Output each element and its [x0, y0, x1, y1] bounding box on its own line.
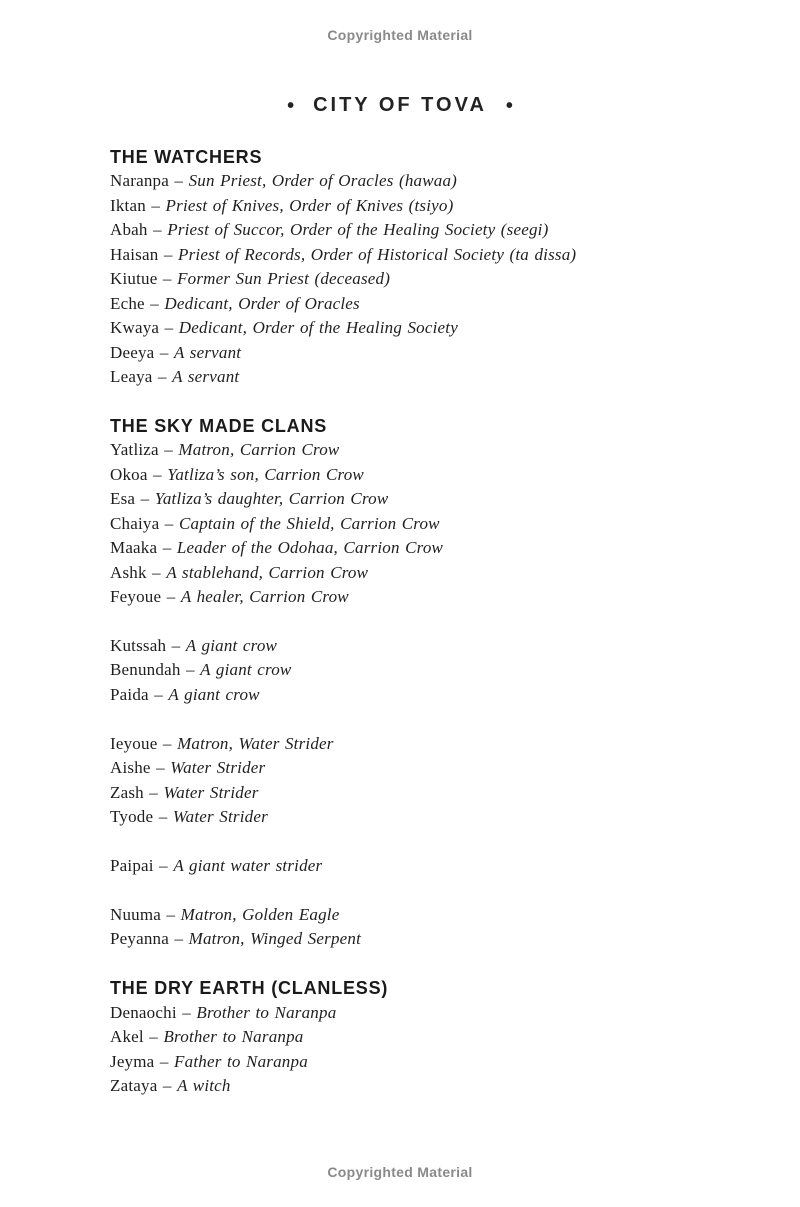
character-description: Water Strider: [170, 758, 266, 778]
entry-separator: –: [161, 904, 181, 924]
character-name: Zataya: [110, 1076, 158, 1096]
character-description: Matron, Golden Eagle: [180, 904, 340, 924]
entry-separator: –: [152, 367, 173, 387]
section-heading: THE SKY MADE CLANS: [110, 415, 328, 436]
character-name: Zash: [110, 782, 144, 802]
section-heading: THE DRY EARTH (CLANLESS): [110, 978, 389, 999]
character-entry: [110, 1050, 710, 1074]
character-entry: [110, 781, 710, 805]
copyright-notice-bottom: Copyrighted Material: [327, 1164, 473, 1180]
entry-separator: –: [145, 195, 166, 215]
entry-separator: –: [150, 758, 171, 778]
character-description: A witch: [177, 1076, 231, 1096]
entry-separator: –: [143, 1027, 164, 1047]
character-description: A giant crow: [168, 684, 260, 704]
character-name: Abah: [110, 220, 148, 240]
section-heading: THE WATCHERS: [110, 147, 263, 167]
character-name: Peyanna: [110, 929, 169, 949]
character-name: Ashk: [110, 562, 147, 582]
copyright-notice-top: Copyrighted Material: [327, 27, 473, 43]
section: [110, 145, 710, 390]
character-description: Former Sun Priest (deceased): [177, 269, 391, 289]
entry-separator: –: [157, 733, 178, 753]
title-bullet-right-icon: •: [505, 94, 513, 117]
character-name: Leaya: [110, 367, 153, 387]
character-description: A servant: [174, 342, 242, 362]
character-description: Brother to Naranpa: [196, 1002, 337, 1022]
page-title: CITY OF TOVA: [313, 94, 487, 116]
character-description: Captain of the Shield, Carrion Crow: [178, 513, 440, 533]
character-name: Kwaya: [110, 318, 160, 338]
entry-separator: –: [158, 244, 179, 264]
character-description: Brother to Naranpa: [163, 1027, 304, 1047]
entry-separator: –: [135, 489, 155, 509]
character-entry: [110, 683, 710, 707]
character-description: Leader of the Odohaa, Carrion Crow: [176, 538, 444, 558]
character-entry: [110, 218, 710, 242]
entry-separator: –: [166, 636, 186, 656]
character-entry: [110, 732, 710, 756]
character-entry: [110, 1074, 710, 1098]
entry-separator: –: [159, 318, 179, 338]
character-entry: [110, 316, 710, 340]
character-entry: [110, 438, 710, 462]
character-description: Matron, Winged Serpent: [188, 929, 362, 949]
character-entry: [110, 756, 710, 780]
character-group: [110, 903, 710, 952]
character-entry: [110, 341, 710, 365]
character-description: Water Strider: [163, 782, 259, 802]
character-name: Akel: [110, 1027, 144, 1047]
character-name: Esa: [110, 489, 136, 509]
character-entry: [110, 805, 710, 829]
entry-separator: –: [148, 684, 169, 704]
character-description: A giant crow: [200, 660, 292, 680]
character-group: [110, 634, 710, 707]
character-name: Feyoue: [110, 587, 162, 607]
character-description: A servant: [172, 367, 240, 387]
character-entry: [110, 292, 710, 316]
character-description: Priest of Succor, Order of the Healing Society (seegi): [167, 220, 549, 240]
character-entry: [110, 463, 710, 487]
character-entry: [110, 487, 710, 511]
title-bullet-left-icon: •: [287, 94, 295, 117]
character-description: Yatliza’s son, Carrion Crow: [167, 464, 364, 484]
character-description: Dedicant, Order of Oracles: [164, 293, 360, 313]
character-name: Iktan: [110, 195, 146, 215]
character-description: Matron, Carrion Crow: [178, 440, 340, 460]
character-entry: [110, 169, 710, 193]
entry-separator: –: [146, 562, 167, 582]
page-title-row: [0, 94, 800, 117]
character-description: A giant crow: [185, 636, 278, 656]
character-entry: [110, 1025, 710, 1049]
entry-separator: –: [147, 464, 168, 484]
character-name: Okoa: [110, 464, 148, 484]
character-entry: [110, 903, 710, 927]
entry-separator: –: [143, 782, 164, 802]
entry-separator: –: [169, 929, 189, 949]
character-name: Jeyma: [110, 1051, 155, 1071]
entry-separator: –: [157, 1076, 178, 1096]
entry-separator: –: [158, 440, 179, 460]
character-description: Yatliza’s daughter, Carrion Crow: [154, 489, 389, 509]
character-entry: [110, 634, 710, 658]
character-entry: [110, 243, 710, 267]
entry-separator: –: [154, 1051, 175, 1071]
character-entry: [110, 1001, 710, 1025]
character-name: Haisan: [110, 244, 159, 264]
character-name: Denaochi: [110, 1002, 177, 1022]
character-group: [110, 732, 710, 830]
character-name: Deeya: [110, 342, 155, 362]
entry-separator: –: [154, 342, 175, 362]
entry-separator: –: [180, 660, 201, 680]
character-description: A giant water strider: [173, 856, 323, 876]
character-group: [110, 169, 710, 389]
character-entry: [110, 585, 710, 609]
character-description: Priest of Knives, Order of Knives (tsiyo): [165, 195, 454, 215]
character-name: Chaiya: [110, 513, 160, 533]
character-name: Maaka: [110, 538, 158, 558]
character-entry: [110, 927, 710, 951]
character-description: Father to Naranpa: [174, 1051, 308, 1071]
character-name: Nuuma: [110, 904, 162, 924]
character-name: Eche: [110, 293, 145, 313]
character-entry: [110, 854, 710, 878]
character-entry: [110, 658, 710, 682]
character-group: [110, 438, 710, 609]
character-entry: [110, 561, 710, 585]
character-description: Dedicant, Order of the Healing Society: [178, 318, 458, 338]
entry-separator: –: [153, 856, 174, 876]
entry-separator: –: [168, 171, 189, 191]
character-name: Paipai: [110, 856, 154, 876]
entry-separator: –: [157, 269, 178, 289]
character-entry: [110, 512, 710, 536]
character-description: Water Strider: [172, 807, 268, 827]
character-name: Naranpa: [110, 171, 169, 191]
character-name: Kiutue: [110, 269, 158, 289]
character-name: Kutssah: [110, 636, 167, 656]
entry-separator: –: [144, 293, 165, 313]
entry-separator: –: [161, 587, 181, 607]
entry-separator: –: [153, 807, 173, 827]
character-entry: [110, 267, 710, 291]
section: [110, 414, 710, 952]
character-name: Benundah: [110, 660, 181, 680]
character-description: A healer, Carrion Crow: [180, 587, 349, 607]
character-entry: [110, 194, 710, 218]
entry-separator: –: [157, 538, 177, 558]
character-description: Sun Priest, Order of Oracles (hawaa): [188, 171, 458, 191]
character-list: [110, 145, 710, 1099]
section: [110, 976, 710, 1098]
character-name: Aishe: [110, 758, 151, 778]
character-entry: [110, 536, 710, 560]
character-description: A stablehand, Carrion Crow: [166, 562, 369, 582]
character-entry: [110, 365, 710, 389]
character-group: [110, 1001, 710, 1099]
character-name: Paida: [110, 684, 149, 704]
character-name: Yatliza: [110, 440, 159, 460]
character-description: Priest of Records, Order of Historical Society (ta dissa): [178, 244, 577, 264]
character-name: Ieyoue: [110, 733, 158, 753]
entry-separator: –: [176, 1002, 197, 1022]
character-name: Tyode: [110, 807, 154, 827]
character-description: Matron, Water Strider: [177, 733, 334, 753]
character-group: [110, 854, 710, 878]
entry-separator: –: [159, 513, 179, 533]
entry-separator: –: [147, 220, 168, 240]
